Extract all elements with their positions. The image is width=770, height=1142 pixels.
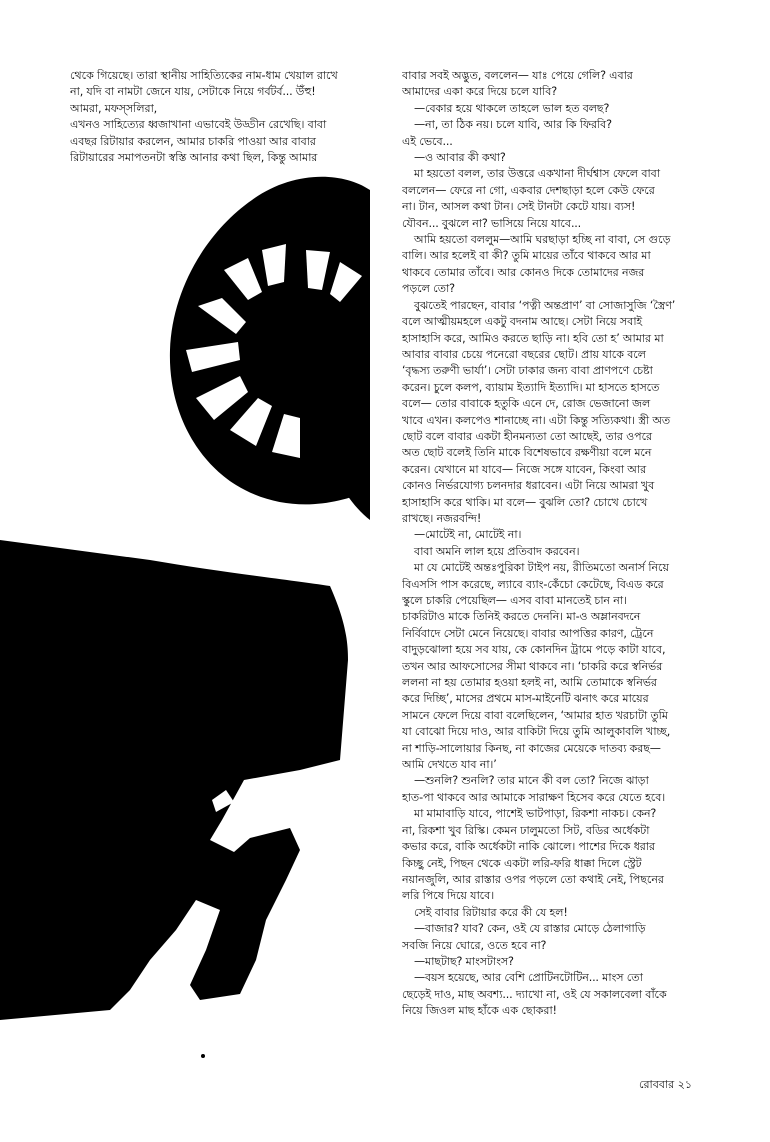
- text-line: এবছর রিটায়ার করলেন, আমার চাকরি পাওয়া আর বাবার: [70, 134, 316, 148]
- text-line: বলে— তোর বাবাকে হতুকি এনে দে, রোজ ভেজানো জল: [402, 397, 651, 411]
- text-line: —মোটেই না, মোটেই না।: [414, 528, 522, 542]
- text-line: বিএসসি পাস করেছে, ল্যাবে ব্যাং-কেঁচো কেটেছে, বিএড করে: [402, 577, 664, 591]
- text-line: রিটায়ারের সমাপতনটা স্বস্তি আনার কথা ছিল, কিন্তু আমার: [70, 151, 318, 165]
- text-line: থেকে গিয়েছে। তারা স্থানীয় সাহিত্যিকের নাম-ধাম খেয়াল রাখে: [70, 69, 338, 82]
- text-line: যা বোঝো দিয়ে দাও, আর বাকিটা দিয়ে তুমি আলুকাবলি খাচ্ছ,: [402, 725, 671, 739]
- text-line: বাবা অমনি লাল হয়ে প্রতিবাদ করবেন।: [414, 544, 580, 558]
- text-line: —বয়স হয়েছে, আর বেশি প্রোটিনটোটিন... মাংস তো: [414, 971, 643, 985]
- text-line: না। টান, আসল কথা টান। সেই টানটা কেটে যায়। ব্যস!: [402, 200, 636, 214]
- text-line: যৌবন... বুঝলে না? ভাসিয়ে নিয়ে যাবে...: [402, 216, 582, 230]
- text-line: বললেন— ফেরে না গো, একবার দেশছাড়া হলে কেউ ফেরে: [402, 183, 655, 197]
- text-line: হাসাহাসি করে থাকি। মা বলে— বুঝলি তো? চোখে চোখে: [402, 495, 648, 509]
- text-line: না শাড়ি-সালোয়ার কিনছ, না কাজের মেয়েকে দাতব্য করছ—: [402, 741, 661, 755]
- text-line: বুঝতেই পারছেন, বাবার ‘পত্নী অন্তপ্রাণ’ বা সোজাসুজি ‘স্ত্রৈণ’: [414, 298, 676, 312]
- text-line: নিয়ে জিওল মাছ হাঁকে এক ছোকরা!: [402, 1004, 557, 1018]
- text-line: পড়লে তো?: [402, 282, 455, 296]
- text-line: করে দিচ্ছি’, মাসের প্রথমে মাস-মাইনেটি ঝনাৎ করে মায়ের: [402, 692, 649, 706]
- text-line: কিচ্ছু নেই, পিছন থেকে একটা লরি-ফরি ধাক্কা দিলে স্ট্রেট: [402, 856, 642, 870]
- text-line: বাবার সবই অদ্ভুত, বললেন— যাঃ পেয়ে গেলি? এবার: [402, 69, 633, 82]
- text-line: অত ছোট বলেই তিনি মাকে বিশেষভাবে রক্ষণীয়া বলে মনে: [402, 446, 652, 460]
- text-line: রাখছে। নজরবন্দি!: [402, 511, 482, 525]
- text-line: —বাজার? যাব? কেন, ওই যে রাস্তার মোড়ে ঠেলাগাড়ি: [414, 922, 646, 936]
- text-line: আবার বাবার চেয়ে পনেরো বছরের ছোট। প্রায় যাকে বলে: [402, 347, 646, 361]
- text-line: কোনও নির্ভরযোগ্য চলনদার ধরাবেন। এটা নিয়ে আমরা খুব: [402, 479, 655, 493]
- text-line: মা মামাবাড়ি যাবে, পাশেই ভাটপাড়া, রিকশা নাকচ। কেন?: [414, 807, 657, 821]
- left-text-column: [70, 68, 370, 166]
- text-line: সবজি নিয়ে ঘোরে, ওতে হবে না?: [402, 938, 547, 952]
- text-line: হাত-পা থাকবে আর আমাকে সারাক্ষণ হিসেব করে যেতে হবে।: [402, 790, 666, 804]
- text-line: —বেকার হয়ে থাকলে তাহলে ভাল হত বলছ?: [414, 101, 610, 115]
- text-line: না, রিকশা খুব রিস্কি। কেমন ঢালুমতো সিট, বডির অর্ধেকটা: [402, 823, 650, 837]
- text-line: লরি পিষে দিয়ে যাবে।: [402, 889, 494, 903]
- text-line: স্কুলে চাকরি পেয়েছিল— এসব বাবা মানতেই চান না।: [402, 594, 627, 607]
- text-line: সেই বাবার রিটায়ার করে কী যে হল!: [414, 905, 568, 919]
- text-line: আমি হয়তো বললুম—আমি ঘরছাড়া হচ্ছি না বাবা, সে গুড়ে: [414, 233, 671, 247]
- text-line: এখনও সাহিত্যের ধ্বজাখানা এভাবেই উড্ডীন রেখেছি। বাবা: [70, 118, 327, 132]
- text-line: —ও আবার কী কথা?: [414, 151, 506, 165]
- text-line: বালি। আর হলেই বা কী? তুমি মায়ের তাঁবে থাকবে আর মা: [402, 249, 651, 263]
- text-line: খাবে এখন। কলপেও শানাচ্ছে না। এটা কিন্তু সত্যিকথা। স্ত্রী অত: [402, 413, 671, 427]
- text-line: মা যে মোটেই অন্তঃপুরিকা টাইপ নয়, রীতিমতো অনার্স নিয়ে: [414, 561, 669, 575]
- right-text-column: [402, 68, 707, 1020]
- text-line: আমি দেখতে যাব না।’: [402, 758, 497, 772]
- text-line: —মাছটাছ? মাংসটাংস?: [414, 954, 514, 968]
- text-line: করেন। যেখানে মা যাবে— নিজে সঙ্গে যাবেন, কিংবা আর: [402, 462, 647, 476]
- text-line: করেন। চুলে কলপ, ব্যায়াম ইত্যাদি ইত্যাদি। মা হাসতে হাসতে: [402, 380, 660, 394]
- text-line: না, যদি বা নামটা জেনে যায়, সেটাকে নিয়ে গর্বটর্ব... উঁহু!: [70, 85, 316, 99]
- text-line: হাসাহাসি করে, আমিও করতে ছাড়ি না। হবি তো হ’ আমার মা: [402, 331, 664, 345]
- text-line: থাকবে তোমার তাঁবে। আর কোনও দিকে তোমাদের নজর: [402, 265, 645, 279]
- text-line: চাকরিটাও মাকে তিনিই করতে দেননি। মা-ও অম্লানবদনে: [402, 610, 641, 624]
- text-line: ছেড়েই দাও, মাছ অবশ্য... দ্যাখো না, ওই যে সকালবেলা বাঁকে: [402, 987, 667, 1001]
- text-line: সামনে ফেলে দিয়ে বাবা বলেছিলেন, ‘আমার হাত খরচাটা তুমি: [402, 708, 668, 722]
- text-line: ললনা না হয় তোমার হওয়া হলই না, আমি তোমাকে স্বনির্ভর: [402, 676, 657, 690]
- wheel-illustration: [170, 177, 420, 520]
- text-line: বলে আত্মীয়মহলে একটু বদনাম আছে। সেটা নিয়ে সবাই: [402, 315, 643, 329]
- text-line: নয়ানজুলি, আর রাস্তার ওপর পড়লে তো কথাই নেই, পিছনের: [402, 872, 664, 886]
- text-line: ‘বৃদ্ধস্য তরুণী ভার্যা’। সেটা ঢাকার জন্য বাবা প্রাণপণে চেষ্টা: [402, 364, 653, 378]
- page-folio: রোববার ২১: [639, 1078, 692, 1091]
- figure-silhouette: [0, 540, 348, 1058]
- text-line: ছোট বলে বাবার একটা হীনমন্যতা তো আছেই, তার ওপরে: [402, 429, 653, 443]
- text-line: আমাদের একা করে দিয়ে চলে যাবি?: [402, 85, 557, 99]
- text-line: বাদুড়ঝোলা হয়ে সব যায়, কে কোনদিন ট্রামে পড়ে কাটা যাবে,: [402, 643, 666, 657]
- text-line: তখন আর আফসোসের সীমা থাকবে না। ‘চাকরি করে স্বনির্ভর: [402, 659, 663, 673]
- text-line: এই ভেবে...: [402, 134, 453, 148]
- text-line: —না, তা ঠিক নয়। চলে যাবি, আর কি ফিরবি?: [414, 118, 612, 132]
- text-line: আমরা, মফস্সলিরা,: [70, 101, 158, 115]
- text-line: —শুনলি? শুনলি? তার মানে কী বল তো? নিজে ঝাড়া: [414, 774, 649, 788]
- text-line: নির্বিবাদে সেটা মেনে নিয়েছে। বাবার আপত্তির কারণ, ট্রেনে: [402, 626, 654, 640]
- text-line: কভার করে, বাকি অর্ধেকটা নাকি ঝোলে। পাশের দিকে ধরার: [402, 840, 655, 854]
- text-line: মা হয়তো বলল, তার উত্তরে একখানা দীর্ঘশ্বাস ফেলে বাবা: [414, 167, 660, 181]
